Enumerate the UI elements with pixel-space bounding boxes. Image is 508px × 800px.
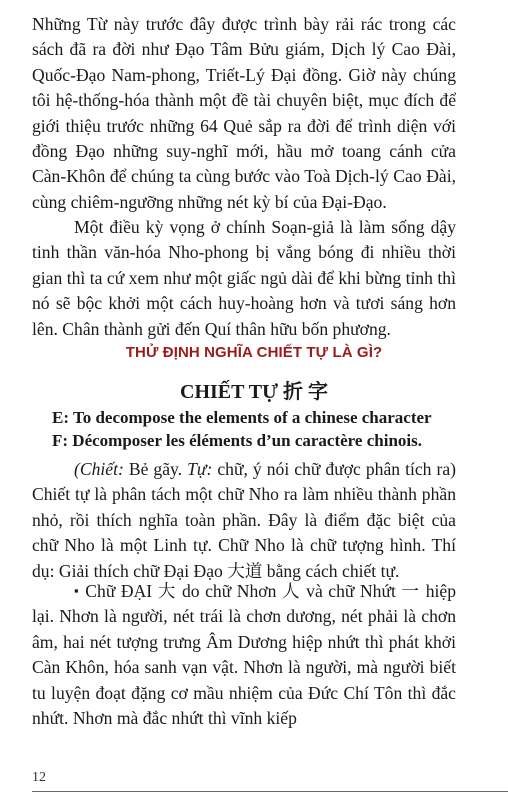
definitions-block xyxy=(52,406,472,452)
french-definition: F: Décomposer les éléments d’un caractère chinois. xyxy=(52,431,422,450)
intro-paragraph: Những Từ này trước đây được trình bày rải rác trong các sách đã ra đời như Đạo Tâm Bửu giám, Dịch lý Cao Đài, Quốc-Đạo Nam-phong, Triết-Lý Đại đồng. Giờ này chúng tôi hệ-thống-hóa thành một đề tài chuyên biệt, mục đích để giới thiệu trước những 64 Quẻ sắp ra đời để trình diện với đồng Đạo những suy-nghĩ mới, hầu mở toang cánh cửa Càn-Khôn để chúng ta cùng bước vào Toà Dịch-lý Cao Đài, cùng chiêm-ngưỡng những nét kỳ bí của Đại-Đạo. xyxy=(32,14,456,212)
tu-label: Tự: xyxy=(187,459,213,479)
paren-open: ( xyxy=(74,459,80,479)
tu-text: chữ, ý nói chữ được phân tích ra) xyxy=(212,459,457,479)
dai-explanation-text: Chữ ĐẠI 大 do chữ Nhơn 人 và chữ Nhứt 一 hiệp lại. Nhơn là người, nét trái là chơn dương, nét phải là chơn âm, hai nét tượng trưng Âm Dương hiệp nhứt thì phát khởi Càn Khôn, hóa sanh vạn vật. Nhơn là người, mà người biết tu luyện đoạt đặng cơ mầu nhiệm của Đức Chí Tôn thì đắc nhứt. Nhơn mà đắc nhứt thì vĩnh kiếp xyxy=(32,581,456,729)
bullet-icon: ▪ xyxy=(74,583,80,598)
chiet-text: Bẻ gãy. xyxy=(123,459,188,479)
definition-paragraph xyxy=(32,457,456,584)
page-number: 12 xyxy=(32,770,46,785)
chiet-label: Chiết: xyxy=(79,459,124,479)
expectation-paragraph: Một điều kỳ vọng ở chính Soạn-giả là làm sống dậy tinh thần văn-hóa Nho-phong bị vắng bóng đi nhiều thời gian thì ta cứ xem như một giấc ngủ dài để khi bừng tỉnh thì nó sẽ bộc khởi một cách huy-hoàng hơn và tươi sáng hơn lên. Chân thành gửi đến Quí thân hữu bốn phương. xyxy=(32,217,456,339)
chiet-tu-subheading: CHIẾT TỰ 折 字 xyxy=(180,381,328,403)
bottom-rule xyxy=(32,791,508,792)
definition-text: Chiết tự là phân tách một chữ Nho ra làm nhiều thành phần nhỏ, rồi thích nghĩa toàn phần. Đây là điểm đặc biệt của chữ Nho là một Linh tự. Chữ Nho là chữ tượng hình. Thí dụ: Giải thích chữ Đại Đạo 大道 bằng cách chiết tự. xyxy=(32,484,456,581)
section-heading: THỬ ĐỊNH NGHĨA CHIẾT TỰ LÀ GÌ? xyxy=(125,344,383,361)
english-definition: E: To decompose the elements of a chinese character xyxy=(52,408,432,427)
dai-explanation-paragraph xyxy=(32,578,456,731)
